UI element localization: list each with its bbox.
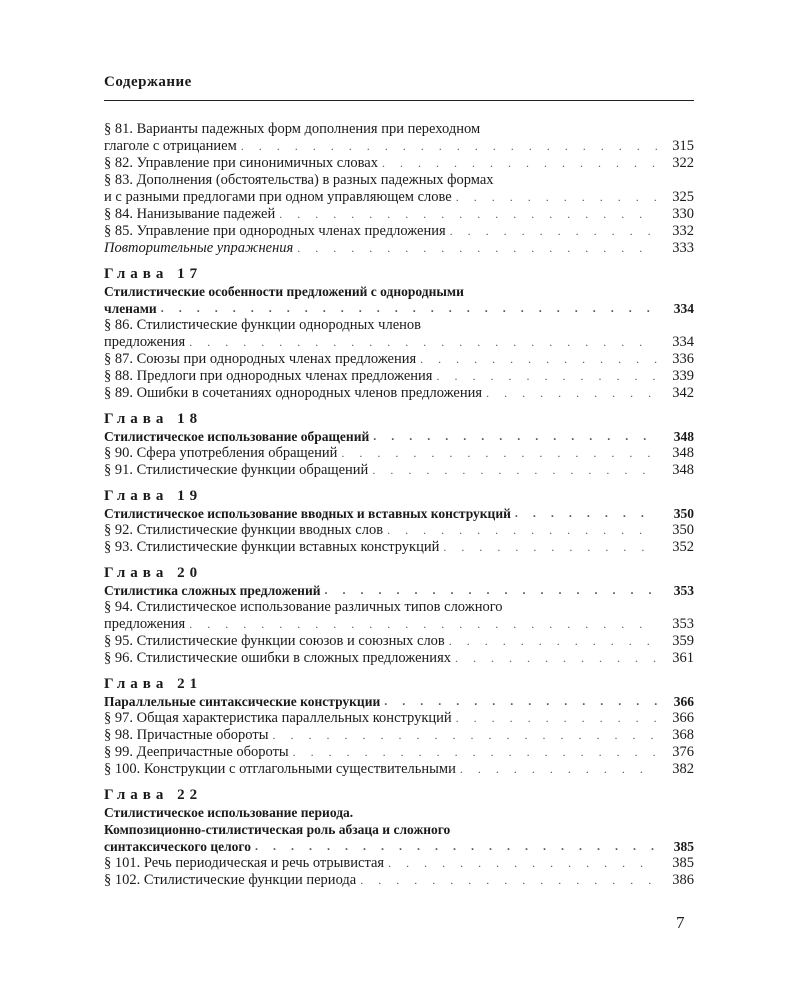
toc-entry-title: и с разными предлогами при одном управляющем слове bbox=[104, 189, 452, 205]
toc-entry[interactable] bbox=[104, 189, 694, 206]
dot-leader bbox=[456, 189, 658, 206]
toc-entry[interactable] bbox=[104, 155, 694, 172]
toc-entry-title: § 85. Управление при однородных членах предложения bbox=[104, 223, 446, 239]
dot-leader bbox=[272, 727, 658, 744]
toc-entry[interactable] bbox=[104, 334, 694, 351]
toc-entry[interactable] bbox=[104, 368, 694, 385]
toc-entry-title: § 82. Управление при синонимичных словах bbox=[104, 155, 378, 171]
toc-entry-title: Повторительные упражнения bbox=[104, 240, 294, 256]
toc-entry-title: синтаксического целого bbox=[104, 839, 251, 854]
dot-leader bbox=[436, 368, 658, 385]
dot-leader bbox=[341, 445, 658, 462]
toc-page-number: 382 bbox=[672, 761, 694, 777]
toc-page-number: 322 bbox=[672, 155, 694, 171]
toc-entry[interactable] bbox=[104, 761, 694, 778]
dot-leader bbox=[189, 334, 658, 351]
chapter-heading: Глава 22 bbox=[104, 787, 203, 803]
chapter-heading: Глава 21 bbox=[104, 676, 203, 692]
toc-entry-title: § 88. Предлоги при однородных членах предложения bbox=[104, 368, 433, 384]
toc-entry-title: § 92. Стилистические функции вводных слов bbox=[104, 522, 384, 538]
toc-entry[interactable] bbox=[104, 650, 694, 667]
head-rule bbox=[104, 100, 694, 101]
toc-entry-title: Стилистика сложных предложений bbox=[104, 583, 321, 598]
toc-entry[interactable] bbox=[104, 206, 694, 223]
chapter-title-entry[interactable] bbox=[104, 428, 694, 445]
dot-leader bbox=[372, 462, 658, 479]
chapter-title-entry[interactable] bbox=[104, 693, 694, 710]
toc-entry[interactable] bbox=[104, 744, 694, 761]
toc-entry[interactable] bbox=[104, 240, 694, 257]
dot-leader bbox=[388, 855, 658, 872]
toc-page-number: 385 bbox=[673, 839, 694, 854]
dot-leader bbox=[189, 616, 658, 633]
dot-leader bbox=[293, 744, 658, 761]
toc-entry[interactable] bbox=[104, 522, 694, 539]
toc-page-number: 350 bbox=[673, 506, 694, 521]
toc-page-number: 352 bbox=[672, 539, 694, 555]
chapter-title-entry[interactable] bbox=[104, 838, 694, 855]
dot-leader bbox=[387, 522, 658, 539]
toc-entry-title: § 91. Стилистические функции обращений bbox=[104, 462, 369, 478]
dot-leader bbox=[325, 582, 658, 599]
toc-entry[interactable] bbox=[104, 351, 694, 368]
toc-page-number: 334 bbox=[673, 301, 694, 316]
toc-entry-title: § 87. Союзы при однородных членах предложения bbox=[104, 351, 417, 367]
toc-page-number: 366 bbox=[672, 710, 694, 726]
dot-leader bbox=[279, 206, 658, 223]
toc-entry-title: § 97. Общая характеристика параллельных конструкций bbox=[104, 710, 452, 726]
toc-page-number: 348 bbox=[673, 429, 694, 444]
toc-entry-title: Параллельные синтаксические конструкции bbox=[104, 694, 381, 709]
toc-page-number: 332 bbox=[672, 223, 694, 239]
dot-leader bbox=[382, 155, 658, 172]
dot-leader bbox=[460, 761, 658, 778]
chapter-heading: Глава 20 bbox=[104, 565, 203, 581]
toc-page-number: 336 bbox=[672, 351, 694, 367]
toc-entry[interactable] bbox=[104, 872, 694, 889]
toc-entry[interactable] bbox=[104, 445, 694, 462]
chapter-heading: Глава 19 bbox=[104, 488, 203, 504]
dot-leader bbox=[515, 505, 658, 522]
toc-entry-title: § 100. Конструкции с отглагольными существительными bbox=[104, 761, 456, 777]
chapter-title-entry[interactable] bbox=[104, 300, 694, 317]
toc-entry-title: § 90. Сфера употребления обращений bbox=[104, 445, 338, 461]
chapter-title-entry[interactable] bbox=[104, 505, 694, 522]
toc-page-number: 315 bbox=[672, 138, 694, 154]
toc-entry[interactable] bbox=[104, 710, 694, 727]
toc-entry-title: глаголе с отрицанием bbox=[104, 138, 237, 154]
toc-entry[interactable] bbox=[104, 727, 694, 744]
toc-page-number: 368 bbox=[672, 727, 694, 743]
toc-entry-title: § 101. Речь периодическая и речь отрывистая bbox=[104, 855, 385, 871]
toc-entry[interactable] bbox=[104, 855, 694, 872]
toc-entry-title: Стилистическое использование вводных и вставных конструкций bbox=[104, 506, 511, 521]
dot-leader bbox=[161, 300, 658, 317]
toc-page-number: 342 bbox=[672, 385, 694, 401]
toc-entry-title: § 96. Стилистические ошибки в сложных предложениях bbox=[104, 650, 451, 666]
toc-page-number: 376 bbox=[672, 744, 694, 760]
dot-leader bbox=[450, 223, 658, 240]
chapter-title-line: Стилистическое использование периода. bbox=[104, 805, 354, 820]
toc-entry-title: § 98. Причастные обороты bbox=[104, 727, 269, 743]
toc-entry-title: § 89. Ошибки в сочетаниях однородных членов предложения bbox=[104, 385, 483, 401]
dot-leader bbox=[255, 838, 658, 855]
toc-entry[interactable] bbox=[104, 462, 694, 479]
dot-leader bbox=[455, 650, 658, 667]
toc-entry-title: Стилистическое использование обращений bbox=[104, 429, 370, 444]
toc-page-number: 339 bbox=[672, 368, 694, 384]
toc-page-number: 359 bbox=[672, 633, 694, 649]
dot-leader bbox=[456, 710, 658, 727]
toc-page-number: 385 bbox=[672, 855, 694, 871]
toc-entry[interactable] bbox=[104, 633, 694, 650]
toc-page-number: 361 bbox=[672, 650, 694, 666]
toc-page-number: 334 bbox=[672, 334, 694, 350]
chapter-title-line: Стилистические особенности предложений с однородными bbox=[104, 284, 464, 299]
toc-page-number: 353 bbox=[673, 583, 694, 598]
table-of-contents bbox=[104, 121, 694, 889]
toc-entry-title: § 102. Стилистические функции периода bbox=[104, 872, 357, 888]
dot-leader bbox=[486, 385, 658, 402]
toc-page-number: 350 bbox=[672, 522, 694, 538]
toc-page-number: 386 bbox=[672, 872, 694, 888]
dot-leader bbox=[241, 138, 658, 155]
toc-page-number: 330 bbox=[672, 206, 694, 222]
toc-entry[interactable] bbox=[104, 223, 694, 240]
toc-entry-title: § 99. Деепричастные обороты bbox=[104, 744, 289, 760]
toc-entry-title: § 95. Стилистические функции союзов и союзных слов bbox=[104, 633, 445, 649]
toc-entry-line: § 94. Стилистическое использование различных типов сложного bbox=[104, 599, 503, 615]
dot-leader bbox=[420, 351, 658, 368]
toc-page-number: 325 bbox=[672, 189, 694, 205]
chapter-heading: Глава 18 bbox=[104, 411, 203, 427]
toc-entry-title: § 93. Стилистические функции вставных конструкций bbox=[104, 539, 440, 555]
toc-entry-title: предложения bbox=[104, 616, 186, 632]
toc-entry-line: § 86. Стилистические функции однородных членов bbox=[104, 317, 421, 333]
toc-entry[interactable] bbox=[104, 138, 694, 155]
chapter-heading: Глава 17 bbox=[104, 266, 203, 282]
dot-leader bbox=[449, 633, 658, 650]
toc-entry-line: § 83. Дополнения (обстоятельства) в разных падежных формах bbox=[104, 172, 494, 188]
running-head: Содержание bbox=[104, 74, 192, 90]
toc-page-number: 333 bbox=[672, 240, 694, 256]
toc-entry[interactable] bbox=[104, 616, 694, 633]
dot-leader bbox=[297, 240, 658, 257]
toc-entry-line: § 81. Варианты падежных форм дополнения при переходном bbox=[104, 121, 481, 137]
dot-leader bbox=[373, 428, 658, 445]
toc-entry-title: членами bbox=[104, 301, 157, 316]
toc-entry-title: предложения bbox=[104, 334, 186, 350]
toc-entry-title: § 84. Нанизывание падежей bbox=[104, 206, 276, 222]
chapter-title-line: Композиционно-стилистическая роль абзаца и сложного bbox=[104, 822, 451, 837]
toc-page-number: 366 bbox=[673, 694, 694, 709]
page-number: 7 bbox=[676, 913, 685, 932]
toc-page-number: 348 bbox=[672, 445, 694, 461]
chapter-title-entry[interactable] bbox=[104, 582, 694, 599]
dot-leader bbox=[384, 693, 658, 710]
toc-page-number: 348 bbox=[672, 462, 694, 478]
toc-page-number: 353 bbox=[672, 616, 694, 632]
dot-leader bbox=[443, 539, 658, 556]
dot-leader bbox=[360, 872, 658, 889]
toc-entry[interactable] bbox=[104, 539, 694, 556]
toc-entry[interactable] bbox=[104, 385, 694, 402]
